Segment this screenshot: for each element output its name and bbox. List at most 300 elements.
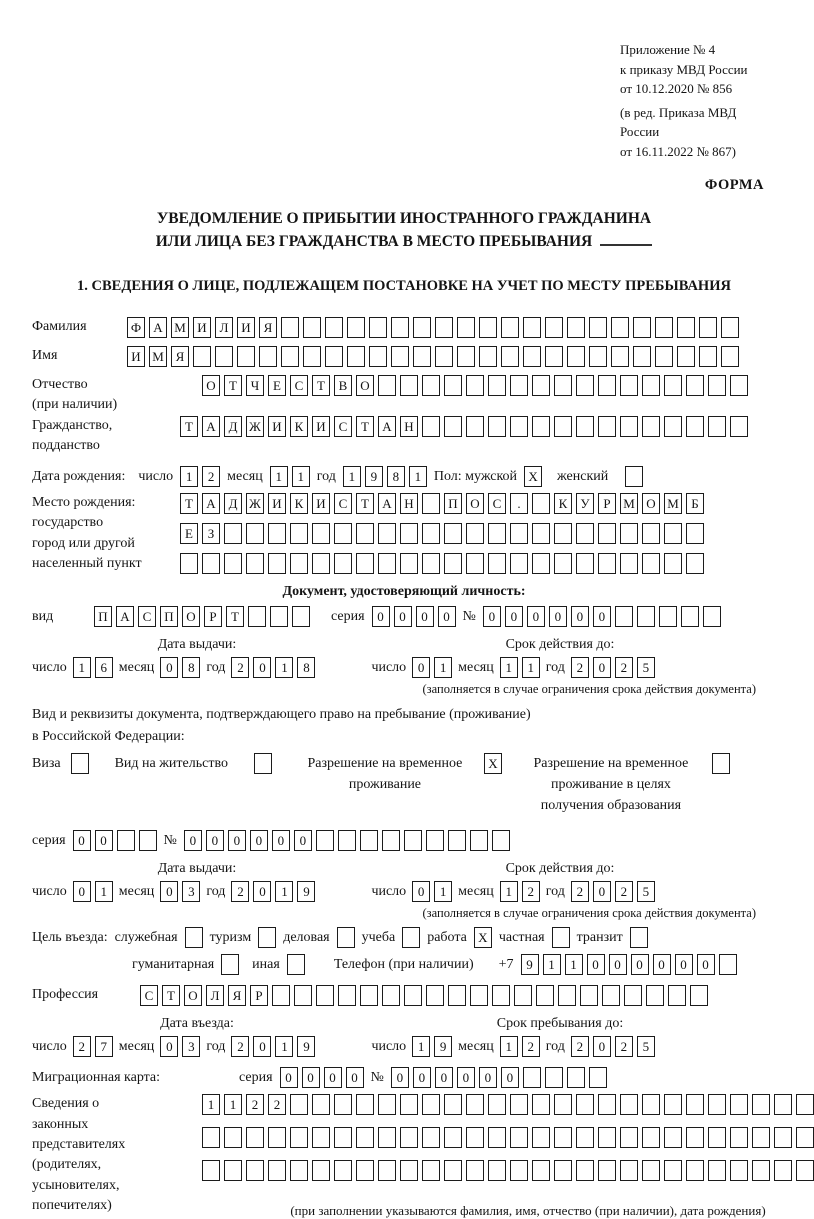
char-box[interactable]: Т — [356, 416, 374, 437]
char-box[interactable]: 2 — [571, 1036, 589, 1057]
char-box[interactable]: Т — [356, 493, 374, 514]
char-box[interactable] — [668, 985, 686, 1006]
char-box[interactable]: 0 — [697, 954, 715, 975]
char-box[interactable] — [400, 375, 418, 396]
char-box[interactable]: 2 — [615, 881, 633, 902]
blank-underline[interactable] — [600, 230, 652, 246]
char-box[interactable] — [369, 346, 387, 367]
char-box[interactable] — [690, 985, 708, 1006]
char-box[interactable]: 0 — [302, 1067, 320, 1088]
char-box[interactable]: Р — [598, 493, 616, 514]
char-box[interactable]: 0 — [483, 606, 501, 627]
char-box[interactable]: 0 — [593, 881, 611, 902]
char-box[interactable]: 0 — [324, 1067, 342, 1088]
char-box[interactable] — [719, 954, 737, 975]
char-box[interactable]: 1 — [500, 657, 518, 678]
char-box[interactable] — [721, 317, 739, 338]
char-box[interactable] — [532, 523, 550, 544]
char-box[interactable] — [554, 1094, 572, 1115]
char-box[interactable] — [554, 523, 572, 544]
char-box[interactable] — [501, 346, 519, 367]
char-box[interactable] — [611, 317, 629, 338]
char-box[interactable] — [400, 1160, 418, 1181]
char-box[interactable] — [712, 753, 730, 774]
char-box[interactable] — [532, 553, 550, 574]
char-box[interactable] — [646, 985, 664, 1006]
char-box[interactable] — [620, 1127, 638, 1148]
char-box[interactable] — [598, 523, 616, 544]
char-box[interactable] — [444, 553, 462, 574]
char-box[interactable] — [378, 553, 396, 574]
char-box[interactable] — [730, 1160, 748, 1181]
char-box[interactable] — [202, 553, 220, 574]
char-box[interactable]: 0 — [609, 954, 627, 975]
char-box[interactable]: С — [334, 416, 352, 437]
char-box[interactable] — [708, 375, 726, 396]
char-box[interactable] — [422, 416, 440, 437]
char-box[interactable] — [457, 346, 475, 367]
char-box[interactable] — [391, 317, 409, 338]
char-box[interactable] — [325, 317, 343, 338]
char-box[interactable]: С — [290, 375, 308, 396]
char-box[interactable]: Ж — [246, 416, 264, 437]
char-box[interactable] — [752, 1127, 770, 1148]
char-box[interactable]: 0 — [253, 1036, 271, 1057]
char-box[interactable]: 1 — [275, 1036, 293, 1057]
char-box[interactable] — [488, 416, 506, 437]
char-box[interactable] — [554, 1127, 572, 1148]
char-box[interactable] — [237, 346, 255, 367]
char-box[interactable]: 1 — [522, 657, 540, 678]
char-box[interactable]: В — [334, 375, 352, 396]
char-box[interactable] — [620, 553, 638, 574]
char-box[interactable]: О — [182, 606, 200, 627]
char-box[interactable] — [224, 1127, 242, 1148]
char-box[interactable]: 0 — [412, 657, 430, 678]
char-box[interactable] — [602, 985, 620, 1006]
char-box[interactable]: 2 — [615, 657, 633, 678]
char-box[interactable]: 0 — [435, 1067, 453, 1088]
char-box[interactable]: Ж — [246, 493, 264, 514]
char-box[interactable] — [536, 985, 554, 1006]
char-box[interactable]: О — [356, 375, 374, 396]
char-box[interactable] — [620, 1094, 638, 1115]
char-box[interactable] — [708, 1094, 726, 1115]
char-box[interactable]: 3 — [182, 1036, 200, 1057]
char-box[interactable] — [400, 523, 418, 544]
char-box[interactable]: Б — [686, 493, 704, 514]
char-box[interactable]: П — [444, 493, 462, 514]
char-box[interactable]: Я — [171, 346, 189, 367]
char-box[interactable]: 9 — [297, 1036, 315, 1057]
char-box[interactable]: А — [378, 493, 396, 514]
char-box[interactable] — [532, 1160, 550, 1181]
char-box[interactable]: 0 — [95, 830, 113, 851]
char-box[interactable] — [523, 317, 541, 338]
char-box[interactable] — [281, 346, 299, 367]
char-box[interactable]: И — [193, 317, 211, 338]
char-box[interactable] — [466, 416, 484, 437]
char-box[interactable] — [514, 985, 532, 1006]
char-box[interactable] — [655, 317, 673, 338]
char-box[interactable] — [510, 523, 528, 544]
char-box[interactable] — [488, 553, 506, 574]
char-box[interactable] — [598, 1094, 616, 1115]
char-box[interactable]: Е — [268, 375, 286, 396]
char-box[interactable] — [422, 1160, 440, 1181]
char-box[interactable] — [246, 1160, 264, 1181]
char-box[interactable] — [444, 523, 462, 544]
char-box[interactable] — [312, 1127, 330, 1148]
char-box[interactable]: 0 — [73, 830, 91, 851]
char-box[interactable] — [312, 523, 330, 544]
char-box[interactable]: Д — [224, 493, 242, 514]
char-box[interactable]: 0 — [501, 1067, 519, 1088]
char-box[interactable]: Т — [180, 493, 198, 514]
char-box[interactable] — [686, 1127, 704, 1148]
char-box[interactable]: 0 — [160, 881, 178, 902]
char-box[interactable]: 0 — [160, 1036, 178, 1057]
char-box[interactable] — [290, 523, 308, 544]
char-box[interactable]: . — [510, 493, 528, 514]
char-box[interactable] — [532, 375, 550, 396]
char-box[interactable] — [290, 1127, 308, 1148]
char-box[interactable]: 3 — [182, 881, 200, 902]
char-box[interactable] — [576, 1160, 594, 1181]
char-box[interactable] — [488, 1160, 506, 1181]
char-box[interactable] — [686, 553, 704, 574]
char-box[interactable]: 0 — [294, 830, 312, 851]
char-box[interactable] — [642, 1160, 660, 1181]
char-box[interactable] — [312, 553, 330, 574]
char-box[interactable]: М — [171, 317, 189, 338]
char-box[interactable] — [400, 1094, 418, 1115]
char-box[interactable] — [642, 553, 660, 574]
char-box[interactable] — [554, 553, 572, 574]
char-box[interactable] — [589, 346, 607, 367]
char-box[interactable] — [686, 523, 704, 544]
char-box[interactable] — [270, 606, 288, 627]
char-box[interactable] — [492, 830, 510, 851]
char-box[interactable] — [598, 375, 616, 396]
char-box[interactable] — [642, 416, 660, 437]
char-box[interactable]: Ч — [246, 375, 264, 396]
char-box[interactable] — [703, 606, 721, 627]
char-box[interactable]: К — [290, 493, 308, 514]
char-box[interactable] — [620, 1160, 638, 1181]
char-box[interactable] — [422, 523, 440, 544]
char-box[interactable] — [287, 954, 305, 975]
char-box[interactable]: 5 — [637, 881, 655, 902]
char-box[interactable]: О — [202, 375, 220, 396]
char-box[interactable] — [378, 1160, 396, 1181]
char-box[interactable] — [589, 1067, 607, 1088]
char-box[interactable]: 1 — [270, 466, 288, 487]
char-box[interactable]: 1 — [180, 466, 198, 487]
char-box[interactable]: 0 — [228, 830, 246, 851]
char-box[interactable]: А — [116, 606, 134, 627]
char-box[interactable] — [664, 553, 682, 574]
char-box[interactable] — [523, 1067, 541, 1088]
char-box[interactable]: Т — [226, 606, 244, 627]
char-box[interactable] — [312, 1094, 330, 1115]
char-box[interactable] — [466, 1094, 484, 1115]
char-box[interactable]: Н — [400, 416, 418, 437]
char-box[interactable] — [589, 317, 607, 338]
char-box[interactable]: 1 — [224, 1094, 242, 1115]
char-box[interactable]: 8 — [182, 657, 200, 678]
char-box[interactable]: П — [94, 606, 112, 627]
char-box[interactable] — [360, 830, 378, 851]
char-box[interactable] — [510, 1094, 528, 1115]
char-box[interactable] — [316, 830, 334, 851]
char-box[interactable]: Р — [204, 606, 222, 627]
char-box[interactable] — [598, 1127, 616, 1148]
char-box[interactable] — [334, 523, 352, 544]
char-box[interactable] — [532, 1094, 550, 1115]
char-box[interactable] — [567, 346, 585, 367]
char-box[interactable]: 9 — [521, 954, 539, 975]
char-box[interactable] — [435, 346, 453, 367]
char-box[interactable] — [180, 553, 198, 574]
char-box[interactable]: 2 — [615, 1036, 633, 1057]
char-box[interactable] — [435, 317, 453, 338]
char-box[interactable] — [633, 317, 651, 338]
char-box[interactable] — [466, 523, 484, 544]
char-box[interactable] — [752, 1094, 770, 1115]
char-box[interactable] — [796, 1094, 814, 1115]
char-box[interactable]: 0 — [653, 954, 671, 975]
char-box[interactable]: 0 — [372, 606, 390, 627]
char-box[interactable]: 0 — [394, 606, 412, 627]
char-box[interactable] — [554, 375, 572, 396]
char-box[interactable]: 2 — [268, 1094, 286, 1115]
char-box[interactable] — [334, 1094, 352, 1115]
char-box[interactable]: З — [202, 523, 220, 544]
char-box[interactable]: 1 — [500, 1036, 518, 1057]
char-box[interactable] — [598, 416, 616, 437]
char-box[interactable] — [488, 375, 506, 396]
char-box[interactable] — [193, 346, 211, 367]
char-box[interactable]: 0 — [272, 830, 290, 851]
char-box[interactable] — [185, 927, 203, 948]
char-box[interactable] — [117, 830, 135, 851]
char-box[interactable] — [457, 317, 475, 338]
char-box[interactable]: 0 — [416, 606, 434, 627]
char-box[interactable] — [686, 375, 704, 396]
char-box[interactable]: И — [312, 416, 330, 437]
char-box[interactable] — [532, 493, 550, 514]
char-box[interactable]: 9 — [297, 881, 315, 902]
char-box[interactable]: 0 — [505, 606, 523, 627]
char-box[interactable]: 2 — [73, 1036, 91, 1057]
char-box[interactable]: Е — [180, 523, 198, 544]
char-box[interactable] — [356, 1127, 374, 1148]
char-box[interactable] — [466, 1127, 484, 1148]
char-box[interactable] — [325, 346, 343, 367]
char-box[interactable] — [677, 346, 695, 367]
char-box[interactable] — [221, 954, 239, 975]
char-box[interactable]: 0 — [675, 954, 693, 975]
char-box[interactable]: 6 — [95, 657, 113, 678]
char-box[interactable] — [400, 1127, 418, 1148]
char-box[interactable] — [356, 553, 374, 574]
char-box[interactable] — [642, 375, 660, 396]
char-box[interactable] — [730, 1094, 748, 1115]
char-box[interactable] — [402, 927, 420, 948]
char-box[interactable] — [254, 753, 272, 774]
char-box[interactable] — [659, 606, 677, 627]
char-box[interactable]: 0 — [206, 830, 224, 851]
char-box[interactable] — [552, 927, 570, 948]
char-box[interactable] — [378, 1127, 396, 1148]
char-box[interactable] — [567, 317, 585, 338]
char-box[interactable] — [258, 927, 276, 948]
char-box[interactable] — [391, 346, 409, 367]
char-box[interactable]: К — [554, 493, 572, 514]
char-box[interactable] — [338, 985, 356, 1006]
char-box[interactable] — [554, 416, 572, 437]
char-box[interactable] — [686, 1160, 704, 1181]
char-box[interactable] — [510, 1160, 528, 1181]
char-box[interactable] — [479, 346, 497, 367]
char-box[interactable] — [360, 985, 378, 1006]
char-box[interactable]: 0 — [457, 1067, 475, 1088]
char-box[interactable]: П — [160, 606, 178, 627]
char-box[interactable] — [576, 1127, 594, 1148]
char-box[interactable]: Л — [215, 317, 233, 338]
char-box[interactable]: Я — [259, 317, 277, 338]
char-box[interactable] — [139, 830, 157, 851]
char-box[interactable] — [510, 416, 528, 437]
char-box[interactable] — [642, 1094, 660, 1115]
char-box[interactable] — [246, 523, 264, 544]
char-box[interactable] — [576, 416, 594, 437]
char-box[interactable]: 9 — [434, 1036, 452, 1057]
char-box[interactable] — [448, 985, 466, 1006]
char-box[interactable]: С — [334, 493, 352, 514]
char-box[interactable]: 1 — [434, 657, 452, 678]
char-box[interactable] — [268, 523, 286, 544]
char-box[interactable]: 0 — [587, 954, 605, 975]
char-box[interactable] — [664, 416, 682, 437]
char-box[interactable] — [611, 346, 629, 367]
char-box[interactable] — [721, 346, 739, 367]
char-box[interactable]: И — [268, 493, 286, 514]
char-box[interactable] — [532, 416, 550, 437]
char-box[interactable]: 0 — [184, 830, 202, 851]
char-box[interactable] — [422, 493, 440, 514]
char-box[interactable] — [501, 317, 519, 338]
char-box[interactable] — [699, 317, 717, 338]
char-box[interactable] — [444, 1094, 462, 1115]
char-box[interactable]: 0 — [593, 1036, 611, 1057]
char-box[interactable]: Р — [250, 985, 268, 1006]
char-box[interactable]: Н — [400, 493, 418, 514]
char-box[interactable] — [303, 346, 321, 367]
char-box[interactable]: 1 — [73, 657, 91, 678]
char-box[interactable]: О — [466, 493, 484, 514]
char-box[interactable]: Т — [224, 375, 242, 396]
char-box[interactable]: Л — [206, 985, 224, 1006]
char-box[interactable] — [470, 985, 488, 1006]
char-box[interactable]: А — [202, 416, 220, 437]
char-box[interactable] — [422, 375, 440, 396]
char-box[interactable]: 0 — [253, 881, 271, 902]
char-box[interactable] — [382, 985, 400, 1006]
char-box[interactable] — [215, 346, 233, 367]
char-box[interactable] — [708, 1160, 726, 1181]
char-box[interactable] — [615, 606, 633, 627]
char-box[interactable] — [642, 1127, 660, 1148]
char-box[interactable]: А — [202, 493, 220, 514]
char-box[interactable] — [510, 375, 528, 396]
char-box[interactable] — [404, 985, 422, 1006]
char-box[interactable] — [510, 1127, 528, 1148]
char-box[interactable]: 1 — [275, 657, 293, 678]
char-box[interactable] — [488, 1127, 506, 1148]
char-box[interactable] — [479, 317, 497, 338]
char-box[interactable]: М — [620, 493, 638, 514]
char-box[interactable]: Д — [224, 416, 242, 437]
char-box[interactable] — [248, 606, 266, 627]
char-box[interactable]: А — [149, 317, 167, 338]
char-box[interactable] — [558, 985, 576, 1006]
char-box[interactable]: О — [184, 985, 202, 1006]
char-box[interactable]: 2 — [231, 881, 249, 902]
char-box[interactable] — [334, 1127, 352, 1148]
char-box[interactable] — [730, 375, 748, 396]
char-box[interactable] — [664, 1094, 682, 1115]
char-box[interactable]: X — [484, 753, 502, 774]
char-box[interactable] — [444, 1160, 462, 1181]
char-box[interactable] — [598, 553, 616, 574]
char-box[interactable]: С — [488, 493, 506, 514]
char-box[interactable] — [510, 553, 528, 574]
char-box[interactable] — [259, 346, 277, 367]
char-box[interactable]: А — [378, 416, 396, 437]
char-box[interactable]: 1 — [543, 954, 561, 975]
char-box[interactable]: 1 — [434, 881, 452, 902]
char-box[interactable] — [686, 416, 704, 437]
char-box[interactable]: X — [524, 466, 542, 487]
char-box[interactable] — [774, 1094, 792, 1115]
char-box[interactable] — [316, 985, 334, 1006]
char-box[interactable]: Т — [312, 375, 330, 396]
char-box[interactable]: 0 — [346, 1067, 364, 1088]
char-box[interactable] — [246, 553, 264, 574]
char-box[interactable]: С — [140, 985, 158, 1006]
char-box[interactable]: 1 — [343, 466, 361, 487]
char-box[interactable] — [708, 416, 726, 437]
char-box[interactable] — [369, 317, 387, 338]
char-box[interactable] — [338, 830, 356, 851]
char-box[interactable]: 0 — [280, 1067, 298, 1088]
char-box[interactable] — [246, 1127, 264, 1148]
char-box[interactable]: 2 — [571, 881, 589, 902]
char-box[interactable]: 2 — [522, 881, 540, 902]
char-box[interactable] — [422, 1094, 440, 1115]
char-box[interactable]: 1 — [409, 466, 427, 487]
char-box[interactable]: 0 — [160, 657, 178, 678]
char-box[interactable]: О — [642, 493, 660, 514]
char-box[interactable] — [488, 1094, 506, 1115]
char-box[interactable] — [224, 523, 242, 544]
char-box[interactable] — [580, 985, 598, 1006]
char-box[interactable] — [444, 1127, 462, 1148]
char-box[interactable]: М — [149, 346, 167, 367]
char-box[interactable] — [630, 927, 648, 948]
